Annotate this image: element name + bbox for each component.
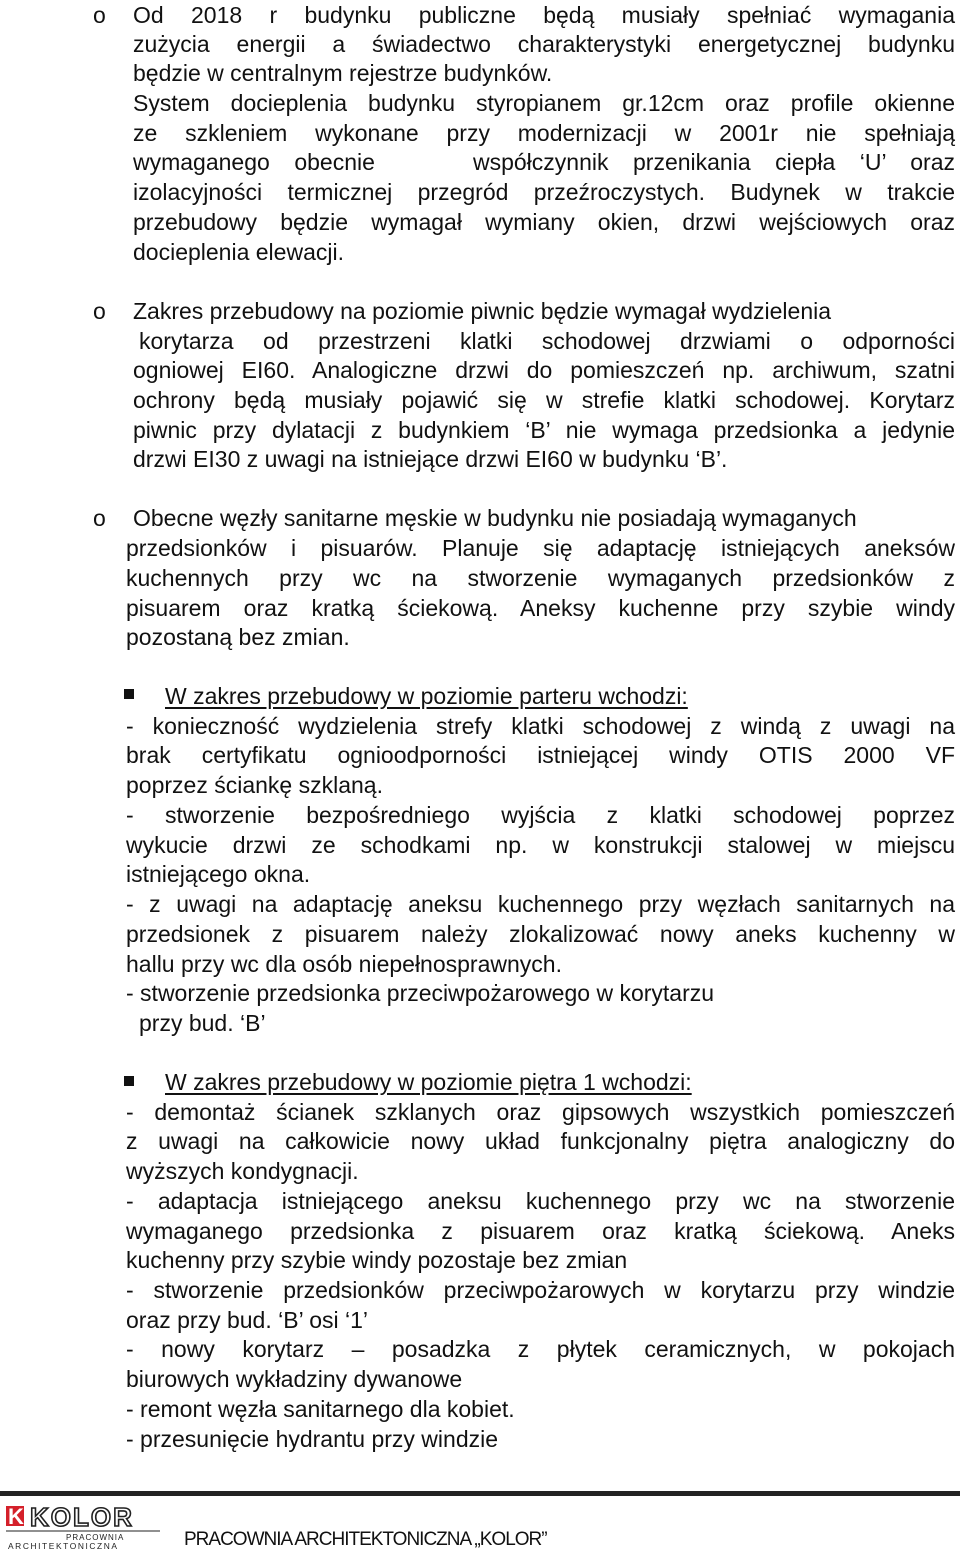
paragraph-line: korytarza od przestrzeni klatki schodowej drzwiami o odporności (139, 328, 955, 354)
paragraph-line: przedsionków i pisuarów. Planuje się adaptację istniejących aneksów (126, 535, 955, 561)
paragraph-line: przebudowy będzie wymagał wymiany okien, drzwi wejściowych oraz (133, 209, 955, 235)
list-line: - stworzenie bezpośredniego wyjścia z klatki schodowej poprzez (126, 802, 955, 828)
paragraph-line: izolacyjności termicznej przegród przeźroczystych. Budynek w trakcie (133, 179, 955, 205)
list-line: - stworzenie przedsionków przeciwpożarowych w korytarzu przy windzie (126, 1277, 955, 1303)
logo-wordmark: KOLOR (30, 1502, 134, 1532)
kolor-logo (4, 1500, 164, 1552)
paragraph-line: System docieplenia budynku styropianem gr.12cm oraz profile okienne (133, 90, 955, 116)
list-line: wymaganego przedsionka z pisuarem oraz kratką ściekową. Aneks (126, 1218, 955, 1244)
paragraph-line: piwnic przy dylatacji z budynkiem ‘B’ nie wymaga przedsionka a jedynie (133, 417, 955, 443)
list-line: brak certyfikatu ognioodporności istniejącej windy OTIS 2000 VF (126, 742, 955, 768)
list-line: - przesunięcie hydrantu przy windzie (126, 1426, 499, 1452)
list-line: hallu przy wc dla osób niepełnosprawnych. (126, 951, 562, 977)
bullet-marker: o (93, 2, 106, 28)
logo-subtitle: PRACOWNIA (66, 1533, 125, 1542)
square-bullet-icon (124, 689, 134, 699)
paragraph-line: wymaganego obecnie współczynnik przenikania ciepła ‘U’ oraz (133, 149, 955, 175)
list-line: - remont węzła sanitarnego dla kobiet. (126, 1396, 515, 1422)
bullet-marker: o (93, 298, 106, 324)
section-heading: W zakres przebudowy w poziomie piętra 1 wchodzi: (165, 1069, 692, 1095)
square-bullet-icon (124, 1076, 134, 1086)
footer-company-name: PRACOWNIA ARCHITEKTONICZNA „KOLOR” (184, 1529, 547, 1550)
list-line: - demontaż ścianek szklanych oraz gipsowych wszystkich pomieszczeń (126, 1099, 955, 1125)
paragraph-line: będzie w centralnym rejestrze budynków. (133, 60, 553, 86)
footer-divider (0, 1491, 960, 1496)
paragraph-line: Zakres przebudowy na poziomie piwnic będzie wymagał wydzielenia (133, 298, 832, 324)
paragraph-line: ogniowej EI60. Analogiczne drzwi do pomieszczeń np. archiwum, szatni (133, 357, 955, 383)
paragraph-line: Obecne węzły sanitarne męskie w budynku nie posiadają wymaganych (133, 505, 857, 531)
list-line: poprzez ściankę szklaną. (126, 772, 383, 798)
list-line: wyższych kondygnacji. (126, 1158, 359, 1184)
paragraph-line: pisuarem oraz kratką ściekową. Aneksy kuchenne przy szybie windy (126, 595, 955, 621)
list-line: oraz przy bud. ‘B’ osi ‘1’ (126, 1307, 369, 1333)
paragraph-line: pozostaną bez zmian. (126, 624, 350, 650)
list-line: - stworzenie przedsionka przeciwpożarowego w korytarzu (126, 980, 715, 1006)
list-line: wykucie drzwi ze schodkami np. w konstrukcji stalowej w miejscu (126, 832, 955, 858)
list-line: - nowy korytarz – posadzka z płytek ceramicznych, w pokojach (126, 1336, 955, 1362)
logo-subtitle: ARCHITEKTONICZNA (8, 1541, 119, 1551)
section-heading: W zakres przebudowy w poziomie parteru wchodzi: (165, 683, 688, 709)
bullet-marker: o (93, 505, 106, 531)
paragraph-line: Od 2018 r budynku publiczne będą musiały spełniać wymagania (133, 2, 955, 28)
paragraph-line: zużycia energii a świadectwo charakterystyki energetycznej budynku (133, 31, 955, 57)
list-line: z uwagi na całkowicie nowy układ funkcjonalny piętra analogiczny do (126, 1128, 955, 1154)
list-line: kuchenny przy szybie windy pozostaje bez zmian (126, 1247, 628, 1273)
paragraph-line: ochrony będą musiały pojawić się w strefie klatki schodowej. Korytarz (133, 387, 955, 413)
list-line: biurowych wykładziny dywanowe (126, 1366, 463, 1392)
paragraph-line: kuchennych przy wc na stworzenie wymaganych przedsionków z (126, 565, 955, 591)
list-line: istniejącego okna. (126, 861, 311, 887)
paragraph-line: ze szkleniem wykonane przy modernizacji w 2001r nie spełniają (133, 120, 955, 146)
list-line: przedsionek z pisuarem należy zlokalizować nowy aneks kuchenny w (126, 921, 955, 947)
paragraph-line: drzwi EI30 z uwagi na istniejące drzwi EI60 w budynku ‘B’. (133, 446, 728, 472)
list-line: - z uwagi na adaptację aneksu kuchennego przy węzłach sanitarnych na (126, 891, 955, 917)
list-line: przy bud. ‘B’ (139, 1010, 266, 1036)
paragraph-line: docieplenia elewacji. (133, 239, 344, 265)
list-line: - konieczność wydzielenia strefy klatki schodowej z windą z uwagi na (126, 713, 955, 739)
list-line: - adaptacja istniejącego aneksu kuchennego przy wc na stworzenie (126, 1188, 955, 1214)
svg-text:K: K (8, 1504, 24, 1529)
